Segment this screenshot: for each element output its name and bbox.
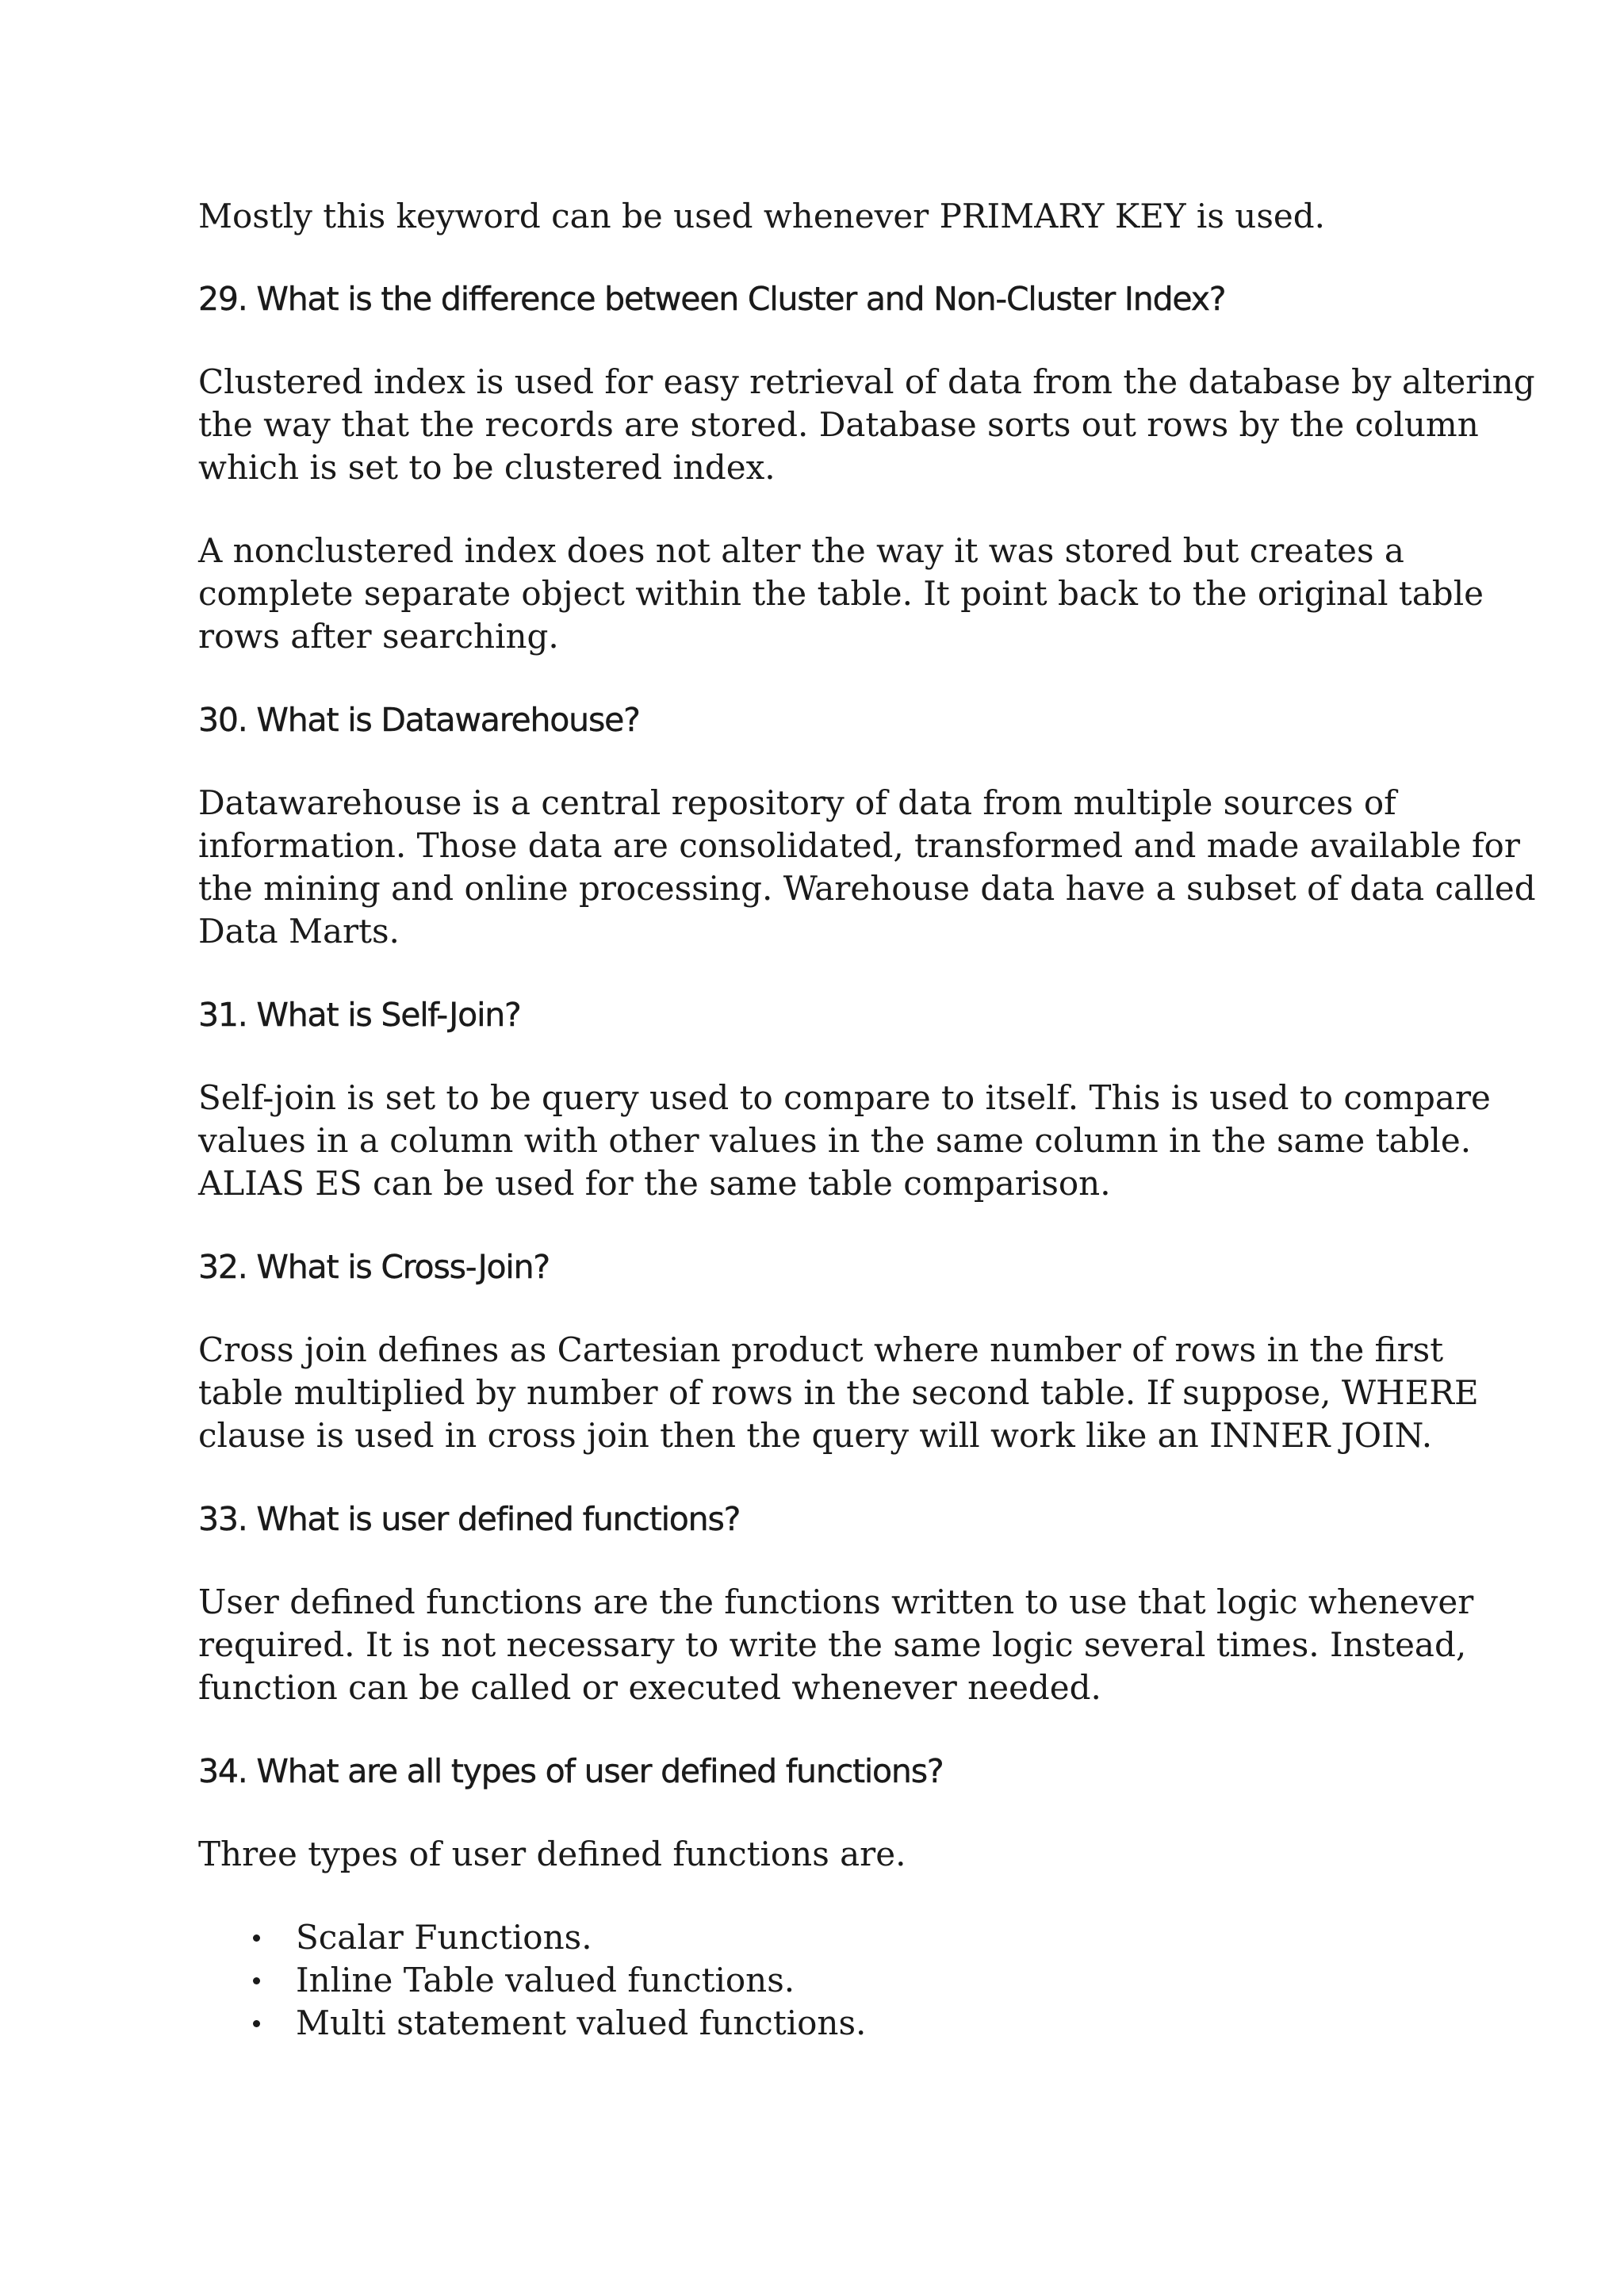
- paragraph: [198, 530, 1484, 658]
- text-line: Mostly this keyword can be used whenever PRIMARY KEY is used.: [198, 197, 1325, 235]
- paragraph: [198, 1833, 1451, 1876]
- list-item: [198, 1959, 1451, 2002]
- paragraph: [198, 1581, 1474, 1709]
- bullet-list: [198, 1916, 1451, 2045]
- section-heading-32: 32. What is Cross-Join?: [198, 1248, 550, 1286]
- section-heading-31: 31. What is Self-Join?: [198, 996, 521, 1034]
- text-line: function can be called or executed whenever needed.: [198, 1668, 1101, 1707]
- text-line: User defined functions are the functions written to use that logic whenever: [198, 1582, 1474, 1621]
- section-heading-33: 33. What is user defined functions?: [198, 1500, 741, 1538]
- list-item: [198, 1916, 1451, 1959]
- bullet-icon: [253, 1977, 260, 1984]
- text-line: Self-join is set to be query used to compare to itself. This is used to compare: [198, 1078, 1491, 1117]
- list-item: [198, 2002, 1451, 2045]
- text-line: Data Marts.: [198, 912, 400, 951]
- text-line: Three types of user defined functions are.: [198, 1835, 906, 1873]
- bullet-icon: [253, 2020, 260, 2027]
- text-line: ALIAS ES can be used for the same table comparison.: [198, 1164, 1111, 1203]
- paragraph: [198, 361, 1535, 489]
- paragraph: [198, 782, 1536, 953]
- text-line: Cross join defines as Cartesian product where number of rows in the first: [198, 1330, 1444, 1369]
- intro-paragraph: [198, 195, 1451, 238]
- text-line: A nonclustered index does not alter the way it was stored but creates a: [198, 531, 1404, 570]
- list-item-text: Scalar Functions.: [296, 1918, 592, 1957]
- list-item-text: Inline Table valued functions.: [296, 1961, 795, 1999]
- text-line: values in a column with other values in the same column in the same table.: [198, 1121, 1472, 1160]
- paragraph: [198, 1329, 1479, 1457]
- text-line: complete separate object within the table. It point back to the original table: [198, 574, 1484, 613]
- text-line: Clustered index is used for easy retrieval of data from the database by altering: [198, 362, 1535, 401]
- text-line: the way that the records are stored. Database sorts out rows by the column: [198, 405, 1479, 444]
- section-heading-30: 30. What is Datawarehouse?: [198, 701, 640, 739]
- text-line: rows after searching.: [198, 617, 559, 656]
- text-line: Datawarehouse is a central repository of data from multiple sources of: [198, 783, 1396, 822]
- text-line: which is set to be clustered index.: [198, 448, 776, 487]
- document-page: [198, 195, 1536, 2045]
- text-line: the mining and online processing. Warehouse data have a subset of data called: [198, 869, 1536, 908]
- text-line: required. It is not necessary to write the same logic several times. Instead,: [198, 1625, 1467, 1664]
- paragraph: [198, 1077, 1491, 1205]
- list-item-text: Multi statement valued functions.: [296, 2003, 867, 2042]
- text-line: clause is used in cross join then the query will work like an INNER JOIN.: [198, 1416, 1433, 1455]
- text-line: table multiplied by number of rows in the second table. If suppose, WHERE: [198, 1373, 1479, 1412]
- bullet-icon: [253, 1934, 260, 1942]
- text-line: information. Those data are consolidated, transformed and made available for: [198, 826, 1520, 865]
- section-heading-29: 29. What is the difference between Cluster and Non-Cluster Index?: [198, 280, 1226, 318]
- section-heading-34: 34. What are all types of user defined functions?: [198, 1752, 944, 1790]
